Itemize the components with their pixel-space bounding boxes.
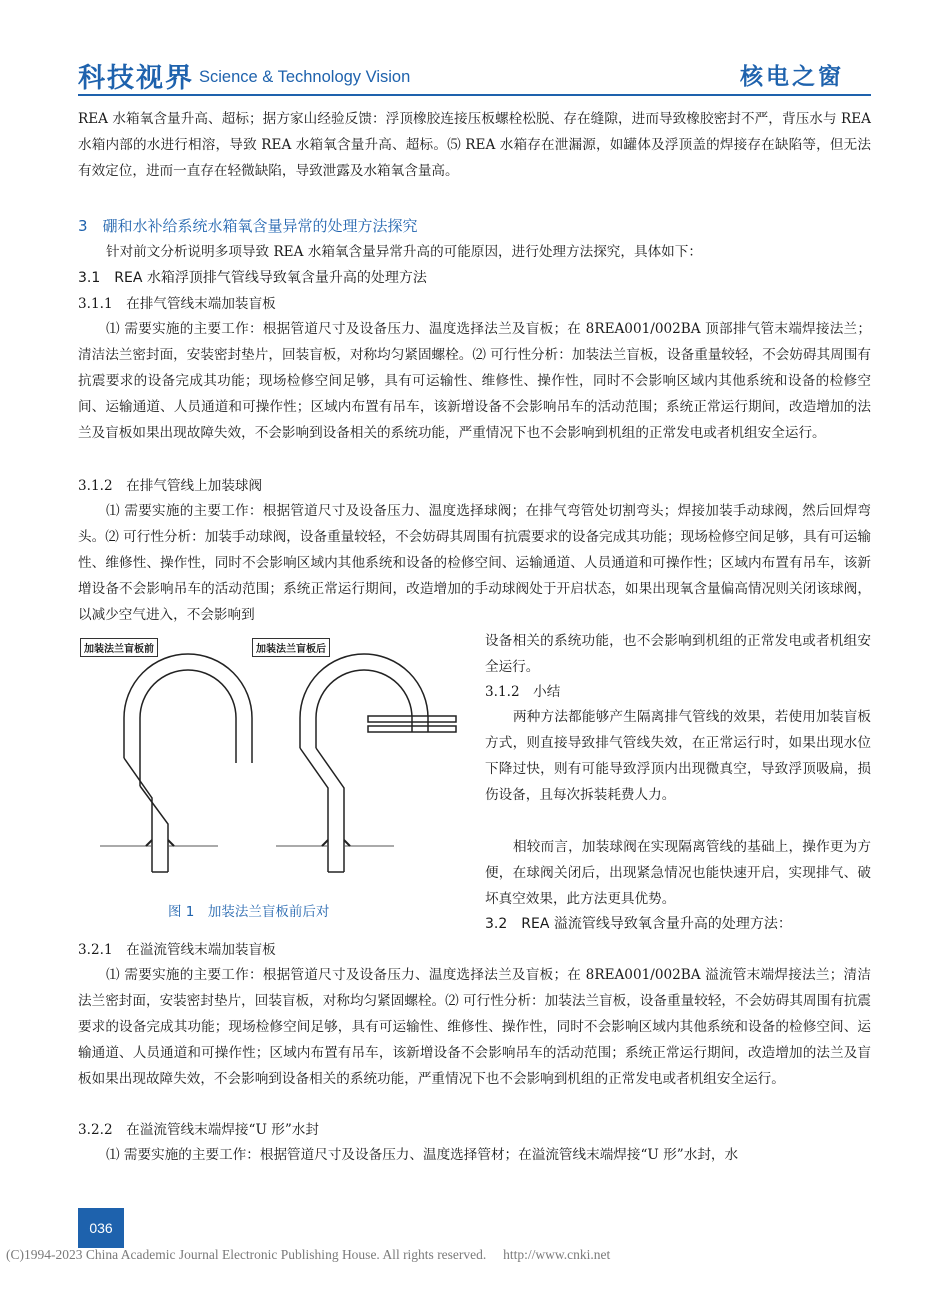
- section-3-1-2-heading: 3.1.2 在排气管线上加装球阀: [78, 478, 263, 494]
- section-3-2-heading: 3.2 REA 溢流管线导致氧含量升高的处理方法：: [485, 916, 792, 932]
- section-3-text: 针对前文分析说明多项导致 REA 水箱氧含量异常升高的可能原因，进行处理方法探究，具体如下：: [106, 244, 702, 260]
- section-3-2-2-heading: 3.2.2 在溢流管线末端焊接“U 形”水封: [78, 1122, 319, 1138]
- pipe-before: [100, 654, 252, 872]
- summary-paragraph-1: 两种方法都能够产生隔离排气管线的效果，若使用加装盲板方式，则直接导致排气管线失效，在正常运行时，如果出现水位下降过快，则有可能导致浮顶内出现微真空，导致浮顶吸扁，损伤设备，且每次拆装耗费人力。: [485, 709, 871, 803]
- section-3-heading: 3 硼和水补给系统水箱氧含量异常的处理方法探究: [78, 217, 418, 235]
- column-title: 核电之窗: [740, 63, 844, 90]
- section-3-2-1-heading: 3.2.1 在溢流管线末端加装盲板: [78, 942, 276, 958]
- section-3-1-1-text: ⑴ 需要实施的主要工作：根据管道尺寸及设备压力、温度选择法兰及盲板；在 8REA001/002BA 顶部排气管末端焊接法兰；清洁法兰密封面，安装密封垫片，回装盲板，对称均匀紧固螺栓。⑵ 可行性分析：加装法兰盲板，设备重量较轻，不会妨碍其周围有抗震要求的设备完成其功能；现场检修空间足够，具有可运输性、维修性、操作性，同时不会影响区域内其他系统和设备的检修空间、运输通道、人员通道和可操作性；区域内布置有吊车，该新增设备不会影响吊车的活动范围；系统正常运行期间，改造增加的法兰及盲板如果出现故障失效，不会影响到设备相关的系统功能，严重情况下也不会影响到机组的正常发电或者机组安全运行。: [78, 321, 871, 441]
- pipe-diagram: [78, 628, 458, 888]
- figure-1: [78, 628, 458, 888]
- page-number: 036: [78, 1208, 124, 1248]
- summary-heading: 3.1.2 小结: [485, 684, 561, 700]
- section-3-1-2-text-continued: 设备相关的系统功能，也不会影响到机组的正常发电或者机组安全运行。: [485, 633, 871, 675]
- section-3-1-2-text: ⑴ 需要实施的主要工作：根据管道尺寸及设备压力、温度选择球阀；在排气弯管处切割弯头；焊接加装手动球阀，然后回焊弯头。⑵ 可行性分析：加装手动球阀，设备重量较轻，不会妨碍其周围有抗震要求的设备完成其功能；现场检修空间足够，具有可运输性、维修性、操作性，同时不会影响区域内其他系统和设备的检修空间、运输通道、人员通道和可操作性；区域内布置有吊车，该新增设备不会影响吊车的活动范围；系统正常运行期间，改造增加的手动球阀处于开启状态，如果出现氧含量偏高情况则关闭该球阀，以减少空气进入，不会影响到: [78, 503, 871, 623]
- figure-label-before: 加装法兰盲板前: [80, 638, 158, 657]
- section-3-1-heading: 3.1 REA 水箱浮顶排气管线导致氧含量升高的处理方法: [78, 270, 427, 286]
- journal-logo: 科技视界: [78, 63, 194, 94]
- journal-name-en: Science & Technology Vision: [199, 68, 411, 86]
- section-3-2-2-text: ⑴ 需要实施的主要工作：根据管道尺寸及设备压力、温度选择管材；在溢流管线末端焊接“U 形”水封，水: [106, 1147, 739, 1163]
- intro-paragraph: REA 水箱氧含量升高、超标；据方家山经验反馈：浮顶橡胶连接压板螺栓松脱、存在缝隙，进而导致橡胶密封不严，背压水与 REA 水箱内部的水进行相溶，导致 REA 水箱氧含量升高、超标。⑸ REA 水箱存在泄漏源，如罐体及浮顶盖的焊接存在缺陷等，但无法有效定位，进而一直存在轻微缺陷，导致泄露及水箱氧含量高。: [78, 111, 871, 179]
- figure-1-caption: 图 1 加装法兰盲板前后对: [168, 904, 330, 920]
- summary-paragraph-2: 相较而言，加装球阀在实现隔离管线的基础上，操作更为方便，在球阀关闭后，出现紧急情况也能快速开启，实现排气、破坏真空效果，此方法更具优势。: [485, 839, 871, 907]
- section-3-1-1-heading: 3.1.1 在排气管线末端加装盲板: [78, 296, 276, 312]
- section-3-2-1-text: ⑴ 需要实施的主要工作：根据管道尺寸及设备压力、温度选择法兰及盲板；在 8REA001/002BA 溢流管末端焊接法兰；清洁法兰密封面，安装密封垫片，回装盲板，对称均匀紧固螺栓。⑵ 可行性分析：加装法兰盲板，设备重量较轻，不会妨碍其周围有抗震要求的设备完成其功能；现场检修空间足够，具有可运输性、维修性、操作性，同时不会影响区域内其他系统和设备的检修空间、运输通道、人员通道和可操作性；区域内布置有吊车，该新增设备不会影响吊车的活动范围；系统正常运行期间，改造增加的法兰及盲板如果出现故障失效，不会影响到设备相关的系统功能，严重情况下也不会影响到机组的正常发电或者机组安全运行。: [78, 967, 871, 1087]
- figure-label-after: 加装法兰盲板后: [252, 638, 330, 657]
- header-rule: [78, 94, 871, 96]
- pipe-after: [276, 654, 456, 872]
- copyright-footer: (C)1994-2023 China Academic Journal Electronic Publishing House. All rights reserved. http://www.cnki.net: [6, 1247, 611, 1262]
